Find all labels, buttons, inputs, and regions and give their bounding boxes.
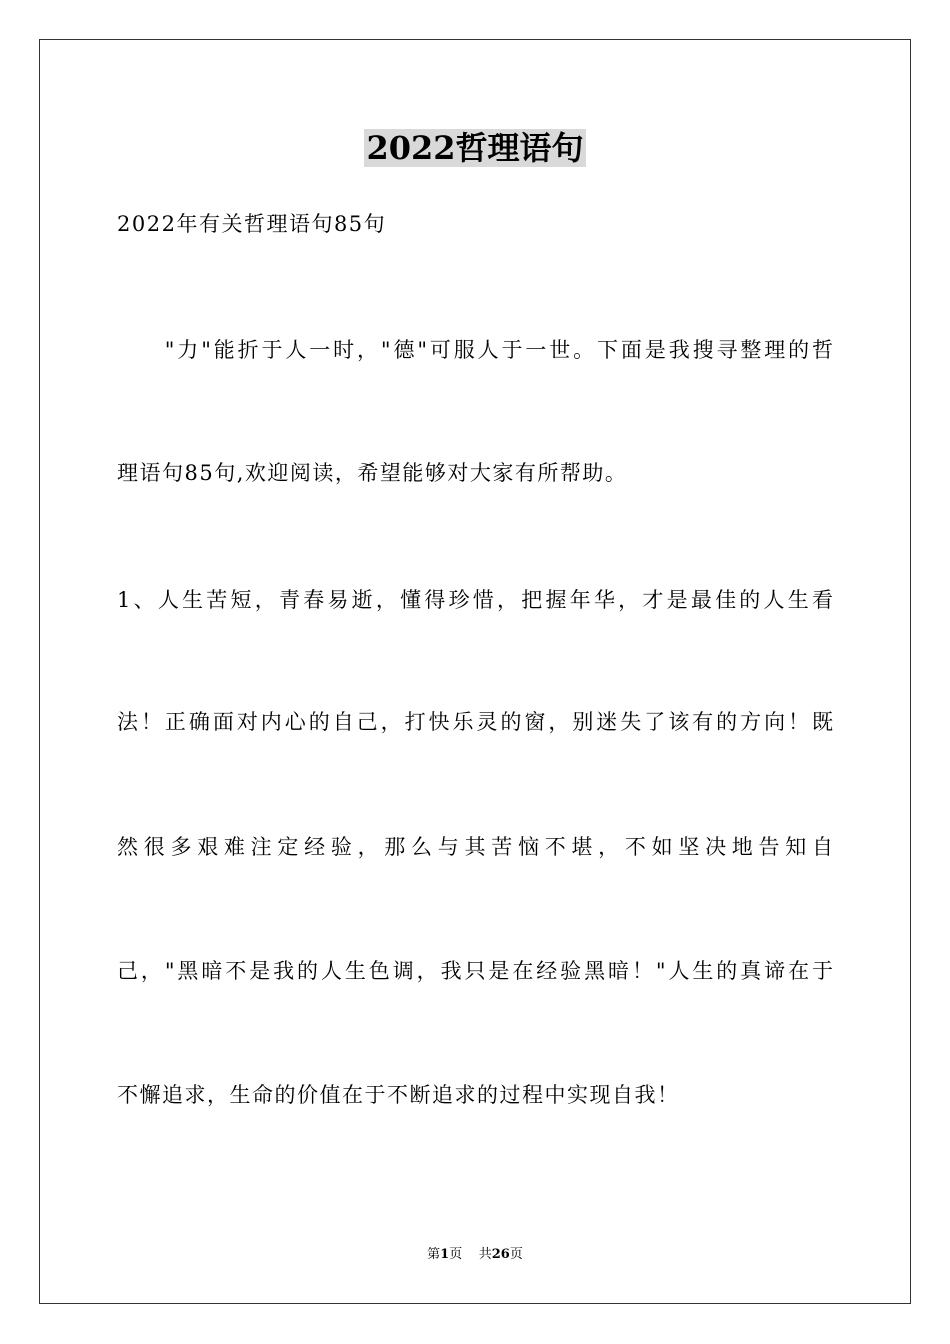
document-title <box>0 128 950 168</box>
document-title-text: 2022哲理语句 <box>366 129 584 167</box>
paragraph-line: 己，"黑暗不是我的人生色调，我只是在经验黑暗！"人生的真谛在于 <box>117 959 833 983</box>
paragraph-line: 然很多艰难注定经验，那么与其苦恼不堪，不如坚决地告知自 <box>117 835 833 859</box>
footer-total-prefix: 共 <box>478 1247 492 1262</box>
paragraph-line: 法！正确面对内心的自己，打快乐灵的窗，别迷失了该有的方向！既 <box>117 710 833 734</box>
document-subtitle: 2022年有关哲理语句85句 <box>117 212 387 236</box>
paragraph-line: 不懈追求，生命的价值在于不断追求的过程中实现自我！ <box>117 1083 680 1107</box>
paragraph-line: "力"能折于人一时，"德"可服人于一世。下面是我搜寻整理的哲 <box>117 338 833 362</box>
footer-total-suffix: 页 <box>509 1247 523 1262</box>
paragraph-line: 理语句85句,欢迎阅读，希望能够对大家有所帮助。 <box>117 461 628 485</box>
footer-page-prefix: 第 <box>427 1247 441 1262</box>
footer-page-suffix: 页 <box>449 1247 463 1262</box>
page-footer <box>0 1246 950 1264</box>
footer-page-current: 1 <box>440 1247 450 1262</box>
footer-page-total: 26 <box>491 1247 510 1262</box>
paragraph-line: 1、人生苦短，青春易逝，懂得珍惜，把握年华，才是最佳的人生看 <box>117 588 833 612</box>
